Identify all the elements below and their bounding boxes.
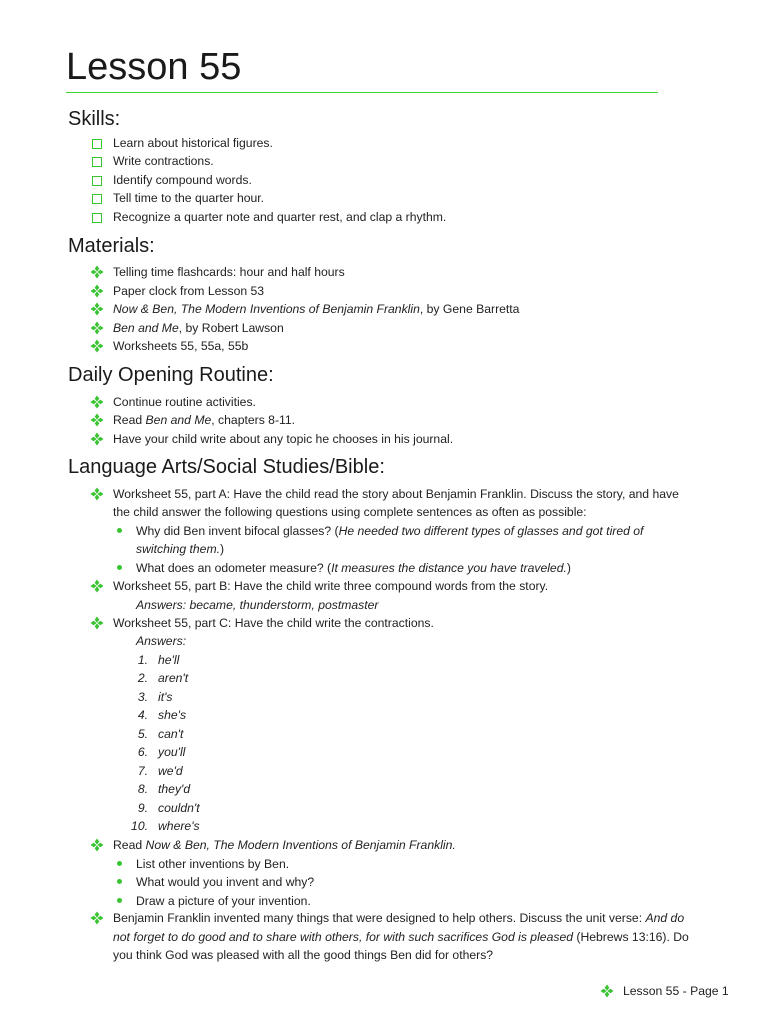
list-number: 4. <box>137 708 148 722</box>
read-subitem: What would you invent and why? <box>136 875 315 889</box>
diamond-bullet-icon <box>90 321 104 335</box>
diamond-bullet-icon <box>90 395 104 409</box>
diamond-bullet-icon <box>90 579 104 593</box>
routine-item: Read Ben and Me, chapters 8-11. <box>113 413 296 427</box>
routine-item: Have your child write about any topic he chooses in his journal. <box>113 432 454 446</box>
question-1-cont: switching them.) <box>136 542 225 556</box>
list-number: 6. <box>137 745 148 759</box>
worksheet-b-answers: Answers: became, thunderstorm, postmaster <box>136 598 379 612</box>
routine-item: Continue routine activities. <box>113 395 256 409</box>
diamond-bullet-icon <box>90 265 104 279</box>
list-number: 8. <box>137 782 148 796</box>
checkbox-icon[interactable] <box>92 139 102 149</box>
contraction-answer: couldn't <box>158 801 200 815</box>
skill-item: Identify compound words. <box>113 173 252 187</box>
diamond-bullet-icon <box>90 284 104 298</box>
list-number: 9. <box>137 801 148 815</box>
skills-heading: Skills: <box>68 108 121 130</box>
list-number: 5. <box>137 727 148 741</box>
diamond-bullet-icon <box>90 487 104 501</box>
materials-heading: Materials: <box>68 235 155 257</box>
checkbox-icon[interactable] <box>92 194 102 204</box>
checkbox-icon[interactable] <box>92 213 102 223</box>
skill-item: Write contractions. <box>113 154 214 168</box>
franklin-text: Benjamin Franklin invented many things that were designed to help others. Discuss the unit verse: And do <box>113 911 685 925</box>
diamond-bullet-icon <box>90 616 104 630</box>
diamond-bullet-icon <box>90 432 104 446</box>
material-item: Now & Ben, The Modern Inventions of Benjamin Franklin, by Gene Barretta <box>113 302 520 316</box>
franklin-text-cont: not forget to do good and to share with others, for with such sacrifices God is pleased (Hebrews 13:16). Do <box>113 930 689 944</box>
contraction-answer: she's <box>158 708 187 722</box>
franklin-text-cont: you think God was pleased with all the good things Ben did for others? <box>113 948 494 962</box>
worksheet-b-text: Worksheet 55, part B: Have the child write three compound words from the story. <box>113 579 549 593</box>
bullet-dot-icon <box>117 565 122 570</box>
checkbox-icon[interactable] <box>92 176 102 186</box>
list-number: 7. <box>137 764 148 778</box>
worksheet-a-text-cont: the child answer the following questions using complete sentences as often as possible: <box>113 505 587 519</box>
material-item: Worksheets 55, 55a, 55b <box>113 339 249 353</box>
bullet-dot-icon <box>117 528 122 533</box>
page-title: Lesson 55 <box>66 46 242 88</box>
bullet-dot-icon <box>117 879 122 884</box>
contraction-answer: you'll <box>158 745 186 759</box>
material-item: Telling time flashcards: hour and half hours <box>113 265 345 279</box>
diamond-bullet-icon <box>90 302 104 316</box>
contraction-answer: he'll <box>158 653 180 667</box>
worksheet-c-text: Worksheet 55, part C: Have the child write the contractions. <box>113 616 434 630</box>
contraction-answer: we'd <box>158 764 183 778</box>
material-item: Ben and Me, by Robert Lawson <box>113 321 284 335</box>
bullet-dot-icon <box>117 898 122 903</box>
contraction-answer: it's <box>158 690 173 704</box>
question-1: Why did Ben invent bifocal glasses? (He needed two different types of glasses and got tired of <box>136 524 644 538</box>
checkbox-icon[interactable] <box>92 157 102 167</box>
contraction-answer: they'd <box>158 782 191 796</box>
skill-item: Learn about historical figures. <box>113 136 273 150</box>
diamond-bullet-icon <box>600 984 614 998</box>
contraction-answer: aren't <box>158 671 189 685</box>
diamond-bullet-icon <box>90 413 104 427</box>
contraction-answer: can't <box>158 727 184 741</box>
title-divider <box>66 92 658 93</box>
list-number: 10. <box>131 819 148 833</box>
read-subitem: List other inventions by Ben. <box>136 857 290 871</box>
diamond-bullet-icon <box>90 838 104 852</box>
material-item: Paper clock from Lesson 53 <box>113 284 265 298</box>
skill-item: Tell time to the quarter hour. <box>113 191 265 205</box>
diamond-bullet-icon <box>90 911 104 925</box>
bullet-dot-icon <box>117 861 122 866</box>
list-number: 2. <box>137 671 148 685</box>
skill-item: Recognize a quarter note and quarter rest, and clap a rhythm. <box>113 210 447 224</box>
read-subitem: Draw a picture of your invention. <box>136 894 311 908</box>
read-book-text: Read Now & Ben, The Modern Inventions of Benjamin Franklin. <box>113 838 456 852</box>
diamond-bullet-icon <box>90 339 104 353</box>
page-footer: Lesson 55 - Page 1 <box>623 984 729 998</box>
contraction-answer: where's <box>158 819 200 833</box>
routine-heading: Daily Opening Routine: <box>68 364 274 386</box>
question-2: What does an odometer measure? (It measures the distance you have traveled.) <box>136 561 571 575</box>
worksheet-a-text: Worksheet 55, part A: Have the child read the story about Benjamin Franklin. Discuss the story, and have <box>113 487 679 501</box>
worksheet-c-answers-label: Answers: <box>136 634 187 648</box>
language-arts-heading: Language Arts/Social Studies/Bible: <box>68 456 385 478</box>
list-number: 3. <box>137 690 148 704</box>
list-number: 1. <box>137 653 148 667</box>
